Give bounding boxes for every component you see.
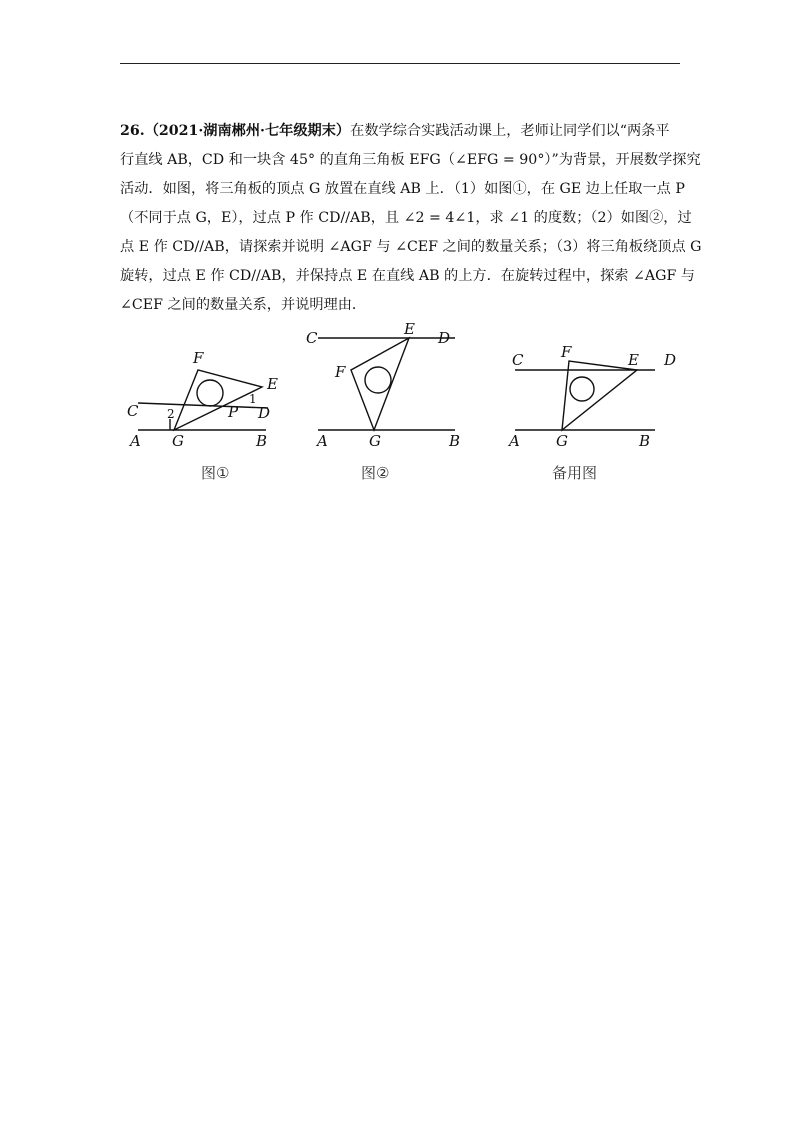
label-d-fig1: D <box>258 404 271 422</box>
triangle-hole-fig2 <box>365 367 391 393</box>
caption-fig3: 备用图 <box>552 464 598 482</box>
figures <box>120 318 680 508</box>
label-a-fig2: A <box>317 432 328 450</box>
label-e-fig1: E <box>267 375 278 393</box>
problem-line-7: ∠CEF 之间的数量关系，并说明理由． <box>120 297 367 313</box>
caption-fig1: 图① <box>201 464 230 482</box>
label-f-fig2: F <box>335 363 346 381</box>
label-g-fig2: G <box>369 432 381 450</box>
problem-line-4: （不同于点 G，E），过点 P 作 CD//AB，且 ∠2 = 4∠1，求 ∠1 的度数；（2）如图②，过 <box>120 210 692 226</box>
label-c-fig1: C <box>127 402 139 420</box>
label-b-fig1: B <box>256 432 268 450</box>
problem-line-1 <box>120 117 685 146</box>
label-a-fig1: A <box>130 432 141 450</box>
label-d-fig3: D <box>664 351 677 369</box>
triangle-efg-fig2 <box>351 338 409 430</box>
label-c-fig2: C <box>306 329 318 347</box>
triangle-efg-fig3 <box>562 361 637 430</box>
label-g-fig3: G <box>556 432 568 450</box>
label-a-fig3: A <box>509 432 520 450</box>
header-rule <box>120 63 680 64</box>
triangle-hole-fig3 <box>570 377 594 401</box>
label-p-fig1: P <box>228 403 239 421</box>
figure-3 <box>515 361 655 430</box>
label-f-fig1: F <box>193 349 204 367</box>
figure-2 <box>318 338 455 430</box>
caption-fig2: 图② <box>361 464 390 482</box>
problem-line-3: 活动．如图，将三角板的顶点 G 放置在直线 AB 上．（1）如图①，在 GE 边上任取一点 P <box>120 181 685 197</box>
label-d-fig2: D <box>438 329 451 347</box>
problem-number: 26. <box>120 123 145 139</box>
label-f-fig3: F <box>561 343 572 361</box>
label-g-fig1: G <box>172 432 184 450</box>
label-angle1: 1 <box>249 392 257 406</box>
problem-line-text: 在数学综合实践活动课上，老师让同学们以“两条平 <box>350 123 670 139</box>
label-e-fig2: E <box>404 320 415 338</box>
triangle-hole-fig1 <box>197 380 223 406</box>
label-angle2: 2 <box>167 407 175 421</box>
label-e-fig3: E <box>628 351 639 369</box>
problem-line-6: 旋转，过点 E 作 CD//AB，并保持点 E 在直线 AB 的上方．在旋转过程中，探索 ∠AGF 与 <box>120 268 695 284</box>
problem-line-5: 点 E 作 CD//AB，请探索并说明 ∠AGF 与 ∠CEF 之间的数量关系；（3）将三角板绕顶点 G <box>120 239 702 255</box>
problem-source: （2021·湖南郴州·七年级期末） <box>144 123 351 139</box>
label-b-fig2: B <box>449 432 461 450</box>
figures-svg <box>120 318 680 508</box>
problem-text <box>120 117 702 320</box>
label-b-fig3: B <box>639 432 651 450</box>
problem-line-2: 行直线 AB，CD 和一块含 45° 的直角三角板 EFG（∠EFG = 90°）”为背景，开展数学探究 <box>120 152 701 168</box>
label-c-fig3: C <box>512 351 524 369</box>
